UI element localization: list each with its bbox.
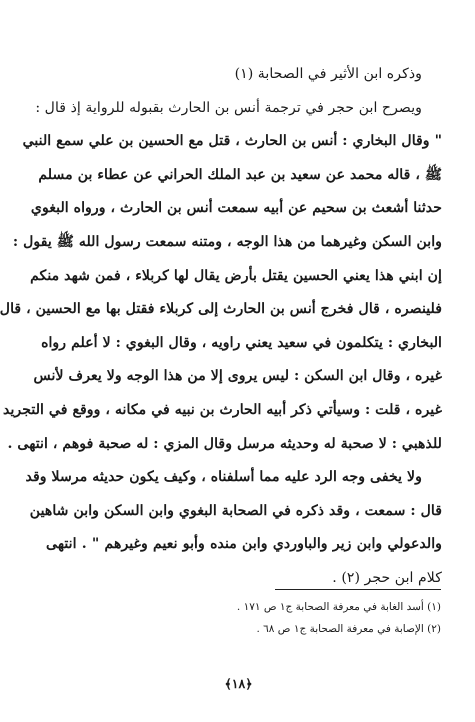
text-line-12: للذهبي : لا صحبة له وحديثه مرسل وقال المزي : له صحبة فوهم ، انتهى . bbox=[7, 435, 442, 452]
footnote-separator bbox=[275, 589, 441, 590]
text-line-7: إن ابني هذا يعني الحسين يقتل بأرض يقال لها كربلاء ، فمن شهد منكم bbox=[30, 267, 442, 284]
text-line-1: وذكره ابن الأثير في الصحابة (١) bbox=[234, 66, 422, 82]
text-line-6: وابن السكن وغيرهما من هذا الوجه ، ومتنه سمعت رسول الله ﷺ يقول : bbox=[12, 233, 442, 250]
text-line-11: غيره ، قلت : وسيأتي ذكر أبيه الحارث بن نبيه في مكانه ، ووقع في التجريد bbox=[3, 401, 442, 418]
text-line-8: فلينصره ، قال فخرج أنس بن الحارث إلى كربلاء فقتل بها مع الحسين ، قال bbox=[0, 301, 442, 318]
text-line-2: ويصرح ابن حجر في ترجمة أنس بن الحارث بقبوله للرواية إذ قال : bbox=[35, 99, 422, 116]
text-line-16: كلام ابن حجر (٢) . bbox=[332, 569, 442, 586]
footnotes bbox=[41, 596, 441, 640]
page-body bbox=[0, 58, 442, 596]
footnote-1: (١) أسد الغابة في معرفة الصحابة ج١ ص ١٧١ . bbox=[236, 601, 441, 613]
text-line-14: قال : سمعت ، وقد ذكره في الصحابة البغوي وابن السكن وابن شاهين bbox=[29, 502, 442, 519]
text-line-15: والدعولي وابن زير والباوردي وابن منده وأبو نعيم وغيرهم " . انتهى bbox=[46, 536, 442, 553]
text-line-10: غيره ، وقال ابن السكن : ليس يروى إلا من هذا الوجه ولا يعرف لأنس bbox=[33, 368, 442, 385]
footnote-2: (٢) الإصابة في معرفة الصحابة ج١ ص ٦٨ . bbox=[256, 623, 441, 635]
text-line-13: ولا يخفى وجه الرد عليه مما أسلفناه ، وكيف يكون حديثه مرسلا وقد bbox=[25, 469, 422, 486]
text-line-5: حدثنا أشعث بن سحيم عن أبيه سمعت أنس بن الحارث ، ورواه البغوي bbox=[30, 200, 442, 217]
text-line-9: البخاري : يتكلمون في سعيد يعني راويه ، وقال البغوي : لا أعلم رواه bbox=[41, 334, 442, 351]
text-line-3: " وقال البخاري : أنس بن الحارث ، قتل مع الحسين بن علي سمع النبي bbox=[22, 133, 442, 150]
page-number: ﴿١٨﴾ bbox=[224, 676, 253, 691]
text-line-4: ﷺ ، قاله محمد عن سعيد بن عبد الملك الحراني عن عطاء بن مسلم bbox=[38, 166, 442, 183]
